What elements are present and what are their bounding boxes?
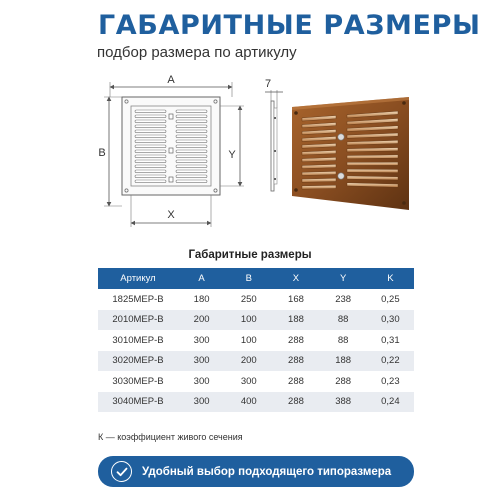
drawing-slat — [176, 150, 207, 153]
cell-y: 188 — [320, 351, 367, 372]
cell-k: 0,25 — [367, 289, 414, 310]
drawing-slat — [176, 115, 207, 118]
cell-x: 168 — [272, 289, 319, 310]
grille-slat — [347, 176, 398, 180]
drawing-slat — [135, 150, 166, 153]
cell-x: 288 — [272, 371, 319, 392]
table-row — [98, 371, 414, 392]
drawing-slat — [135, 165, 166, 168]
front-view — [122, 97, 220, 195]
cell-a: 300 — [178, 351, 225, 372]
drawing-slat — [135, 180, 166, 183]
table-title: Габаритные размеры — [188, 249, 312, 261]
dimension-x — [131, 195, 211, 227]
cell-y: 88 — [320, 310, 367, 331]
cell-article: 1825МЕР-В — [98, 289, 178, 310]
drawing-slat — [135, 115, 166, 118]
dimension-drawing — [0, 0, 500, 245]
dimension-b — [98, 97, 122, 206]
grille-slat — [347, 155, 398, 159]
label-depth: 7 — [265, 78, 272, 90]
drawing-slat — [176, 140, 207, 143]
drawing-slat — [135, 155, 166, 158]
cell-article: 3040МЕР-В — [98, 392, 178, 413]
table-row — [98, 289, 414, 310]
grille-slat — [347, 169, 398, 173]
drawing-slat — [135, 125, 166, 128]
label-a: A — [167, 74, 175, 86]
dimension-a — [110, 74, 232, 97]
cell-a: 200 — [178, 310, 225, 331]
banner-text: Удобный выбор подходящего типоразмера — [142, 465, 392, 478]
header-article: Артикул — [98, 268, 178, 289]
cell-a: 180 — [178, 289, 225, 310]
drawing-slat — [135, 110, 166, 113]
cell-b: 100 — [225, 310, 272, 331]
table-row — [98, 392, 414, 413]
cell-article: 3030МЕР-В — [98, 371, 178, 392]
cell-x: 288 — [272, 392, 319, 413]
grille-slat — [302, 185, 336, 189]
drawing-slat — [135, 140, 166, 143]
cell-k: 0,24 — [367, 392, 414, 413]
cell-k: 0,23 — [367, 371, 414, 392]
grille-slat — [302, 178, 336, 182]
table-row — [98, 310, 414, 331]
drawing-slat — [135, 160, 166, 163]
label-b: B — [98, 147, 106, 159]
cell-article: 3010МЕР-В — [98, 330, 178, 351]
header-x: X — [272, 268, 319, 289]
cell-k: 0,22 — [367, 351, 414, 372]
cell-a: 300 — [178, 330, 225, 351]
cell-x: 288 — [272, 330, 319, 351]
cell-b: 200 — [225, 351, 272, 372]
cell-y: 238 — [320, 289, 367, 310]
drawing-slat — [135, 175, 166, 178]
drawing-slat — [176, 135, 207, 138]
cell-k: 0,31 — [367, 330, 414, 351]
label-x: X — [167, 209, 175, 221]
cell-article: 2010МЕР-В — [98, 310, 178, 331]
cell-x: 288 — [272, 351, 319, 372]
cell-b: 100 — [225, 330, 272, 351]
drawing-slat — [135, 135, 166, 138]
drawing-slat — [176, 155, 207, 158]
drawing-slat — [135, 130, 166, 133]
drawing-slat — [176, 165, 207, 168]
dimension-y — [220, 106, 244, 186]
header-a: A — [178, 268, 225, 289]
drawing-slat — [176, 130, 207, 133]
drawing-slat — [135, 120, 166, 123]
cell-b: 300 — [225, 371, 272, 392]
cell-k: 0,30 — [367, 310, 414, 331]
dimensions-table — [98, 268, 414, 413]
drawing-slat — [135, 170, 166, 173]
header-y: Y — [320, 268, 367, 289]
page-subtitle: подбор размера по артикулу — [97, 44, 297, 61]
cell-article: 3020МЕР-В — [98, 351, 178, 372]
drawing-slat — [176, 120, 207, 123]
info-banner — [98, 456, 414, 487]
cell-a: 300 — [178, 392, 225, 413]
header-k: K — [367, 268, 414, 289]
footnote: К — коэффициент живого сечения — [98, 432, 243, 442]
drawing-slat — [176, 170, 207, 173]
drawing-slat — [176, 125, 207, 128]
page-title: ГАБАРИТНЫЕ РАЗМЕРЫ — [98, 10, 481, 41]
cell-y: 288 — [320, 371, 367, 392]
table-row — [98, 351, 414, 372]
drawing-slat — [176, 180, 207, 183]
grille-slat — [302, 171, 336, 175]
drawing-slat — [176, 175, 207, 178]
slats-right — [176, 110, 207, 183]
cell-y: 388 — [320, 392, 367, 413]
cell-b: 250 — [225, 289, 272, 310]
grille-slat — [347, 162, 398, 165]
cell-a: 300 — [178, 371, 225, 392]
side-view — [265, 78, 283, 191]
slats-left — [135, 110, 166, 183]
drawing-slat — [176, 110, 207, 113]
cell-y: 88 — [320, 330, 367, 351]
header-b: B — [225, 268, 272, 289]
drawing-slat — [176, 160, 207, 163]
drawing-slat — [135, 145, 166, 148]
table-header-row — [98, 268, 414, 289]
check-circle-icon — [111, 461, 132, 482]
cell-b: 400 — [225, 392, 272, 413]
grille-photo — [292, 97, 409, 210]
label-y: Y — [228, 149, 236, 161]
cell-x: 188 — [272, 310, 319, 331]
table-row — [98, 330, 414, 351]
drawing-slat — [176, 145, 207, 148]
